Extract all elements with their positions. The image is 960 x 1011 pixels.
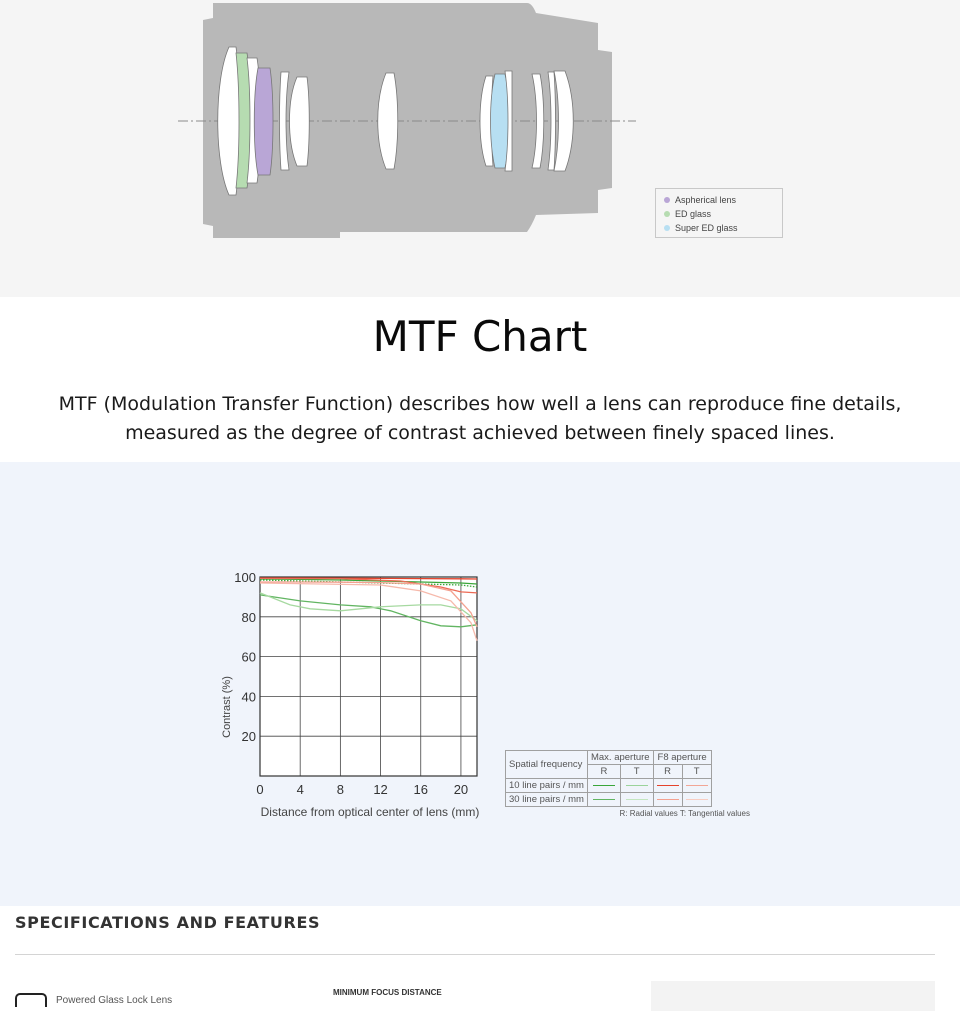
line-swatch	[653, 793, 682, 807]
table-row	[506, 793, 712, 807]
lens-legend	[655, 188, 783, 238]
y-tick-label: 20	[241, 729, 256, 745]
line-swatch	[620, 779, 653, 793]
x-tick-label: 0	[256, 782, 264, 797]
row-label: 10 line pairs / mm	[506, 779, 588, 793]
x-axis-label: Distance from optical center of lens (mm)	[260, 805, 480, 819]
line-swatch	[682, 793, 711, 807]
line-swatch	[653, 779, 682, 793]
legend-dot-blue	[664, 225, 670, 231]
y-tick-label: 100	[234, 570, 256, 585]
mtf-chart-section	[0, 462, 960, 906]
x-tick-label: 4	[296, 782, 304, 797]
max-aperture-header: Max. aperture	[587, 751, 653, 765]
tangential-header: T	[682, 765, 711, 779]
legend-dot-green	[664, 211, 670, 217]
spec-panel	[651, 981, 935, 1011]
aspherical-element	[254, 68, 273, 175]
lens-lock-icon	[15, 993, 47, 1007]
table-row	[506, 779, 712, 793]
x-tick-label: 8	[336, 782, 344, 797]
line-swatch	[620, 793, 653, 807]
x-tick-label: 12	[373, 782, 388, 797]
y-tick-label: 40	[241, 689, 256, 705]
radial-header: R	[587, 765, 620, 779]
lens-construction-diagram	[0, 0, 960, 297]
legend-dot-purple	[664, 197, 670, 203]
legend-label: Aspherical lens	[675, 195, 737, 205]
table-row	[506, 751, 712, 765]
legend-item-ed-glass	[664, 207, 774, 221]
line-swatch	[587, 779, 620, 793]
radial-header: R	[653, 765, 682, 779]
lens-construction-section	[0, 0, 960, 297]
f8-aperture-header: F8 aperture	[653, 751, 711, 765]
y-axis-label: Contrast (%)	[221, 676, 233, 738]
spatial-frequency-header: Spatial frequency	[506, 751, 588, 779]
specs-heading: SPECIFICATIONS AND FEATURES	[15, 913, 321, 932]
line-swatch	[587, 793, 620, 807]
x-tick-label: 20	[453, 782, 469, 797]
divider	[15, 954, 935, 955]
line-swatch	[682, 779, 711, 793]
tangential-header: T	[620, 765, 653, 779]
mtf-chart	[0, 462, 960, 906]
row-label: 30 line pairs / mm	[506, 793, 588, 807]
legend-label: Super ED glass	[675, 223, 738, 233]
x-tick-label: 16	[413, 782, 428, 797]
mtf-description: MTF (Modulation Transfer Function) describes how well a lens can reproduce fine details, measured as the degree of contrast achieved between finely spaced lines.	[58, 393, 902, 444]
y-tick-label: 60	[241, 649, 256, 665]
legend-item-super-ed-glass	[664, 221, 774, 235]
legend-label: ED glass	[675, 209, 712, 219]
y-tick-label: 80	[241, 609, 256, 625]
feature-label: Powered Glass Lock Lens	[56, 995, 173, 1006]
mtf-title: MTF Chart	[372, 312, 588, 361]
min-focus-label: MINIMUM FOCUS DISTANCE	[333, 988, 442, 997]
lens-element-front-6	[290, 77, 310, 166]
spatial-frequency-table	[505, 750, 712, 807]
legend-item-aspherical	[664, 193, 774, 207]
table-note: R: Radial values T: Tangential values	[619, 809, 750, 818]
